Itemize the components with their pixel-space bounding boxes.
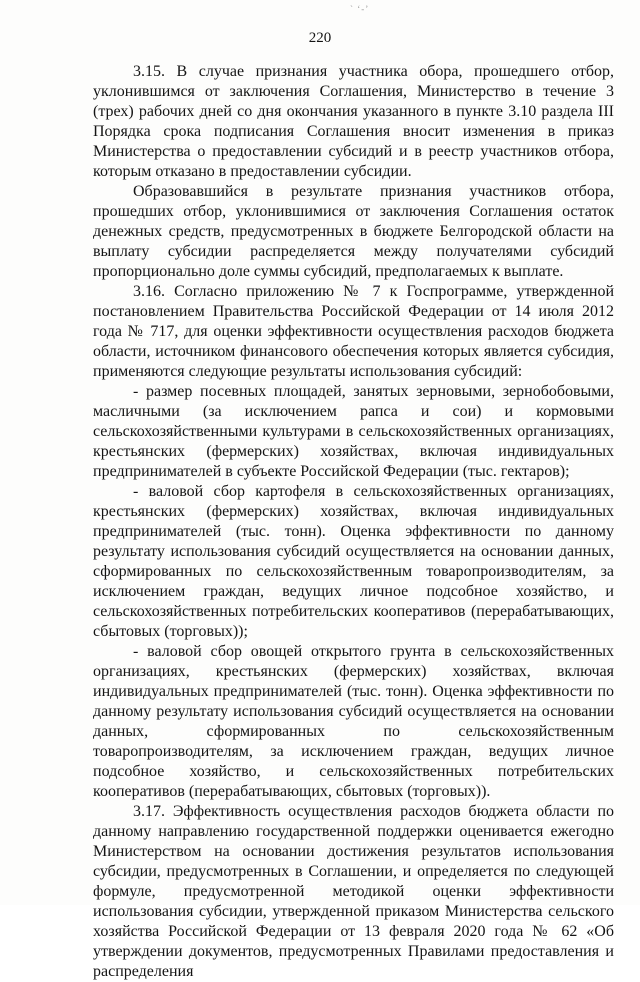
page-number: 220 <box>308 30 332 46</box>
list-item-sown-area: - размер посевных площадей, занятых зерновыми, зернобобовыми, масличными (за исключением рапса и сои) и кормовыми сельскохозяйственными культурами в сельскохозяйственных организациях, крестьянских (фермерских) хозяйствах, включая индивидуальных предпринимателей в субъекте Российской Федерации (тыс. гектаров); <box>93 383 614 480</box>
paragraph-3-15: 3.15. В случае признания участника обора, прошедшего отбор, уклонившимся от заключения Соглашения, Министерство в течение 3 (трех) рабочих дней со дня окончания указанного в пункте 3.10 раздела III Порядка срока подписания Соглашения вносит изменения в приказ Министерства о предоставлении субсидий и в реестр участников отбора, которым отказано в предоставлении субсидии. <box>93 63 614 180</box>
paragraph-remaining-funds: Образовавшийся в результате признания участников отбора, прошедших отбор, уклонившимися от заключения Соглашения остаток денежных средств, предусмотренных в бюджете Белгородской области на выплату субсидии распределяется между получателями субсидий пропорционально доле суммы субсидий, предполагаемых к выплате. <box>93 183 614 280</box>
list-item-potato-harvest: - валовой сбор картофеля в сельскохозяйственных организациях, крестьянских (фермерских) хозяйствах, включая индивидуальных предпринимателей (тыс. тонн). Оценка эффективности по данному результату использования субсидий осуществляется на основании данных, сформированных по сельскохозяйственным товаропроизводителям, за исключением граждан, ведущих личное подсобное хозяйство, и сельскохозяйственных потребительских кооперативов (перерабатывающих, сбытовых (торговых)); <box>93 483 614 640</box>
paragraph-3-16: 3.16. Согласно приложению № 7 к Госпрограмме, утвержденной постановлением Правительства Российской Федерации от 14 июля 2012 года № 717, для оценки эффективности осуществления расходов бюджета области, источником финансового обеспечения которых является субсидия, применяются следующие результаты использования субсидий: <box>93 283 614 380</box>
document-body <box>93 62 614 982</box>
paragraph-3-17: 3.17. Эффективность осуществления расходов бюджета области по данному направлению государственной поддержки оценивается ежегодно Министерством на основании достижения результатов использования субсидии, предусмотренных в Соглашении, и определяется по следующей формуле, предусмотренной методикой оценки эффективности использования субсидии, утвержденной приказом Министерства сельского хозяйства Российской Федерации от 13 февраля 2020 года № 62 «Об утверждении документов, предусмотренных Правилами предоставления и распределения <box>93 803 614 980</box>
scan-artifact: ` ‘-’ <box>350 4 370 14</box>
list-item-vegetable-harvest: - валовой сбор овощей открытого грунта в сельскохозяйственных организациях, крестьянских (фермерских) хозяйствах, включая индивидуальных предпринимателей (тыс. тонн). Оценка эффективности по данному результату использования субсидий осуществляется на основании данных, сформированных по сельскохозяйственным товаропроизводителям, за исключением граждан, ведущих личное подсобное хозяйство, и сельскохозяйственных потребительских кооперативов (перерабатывающих, сбытовых (торговых)). <box>93 643 614 800</box>
